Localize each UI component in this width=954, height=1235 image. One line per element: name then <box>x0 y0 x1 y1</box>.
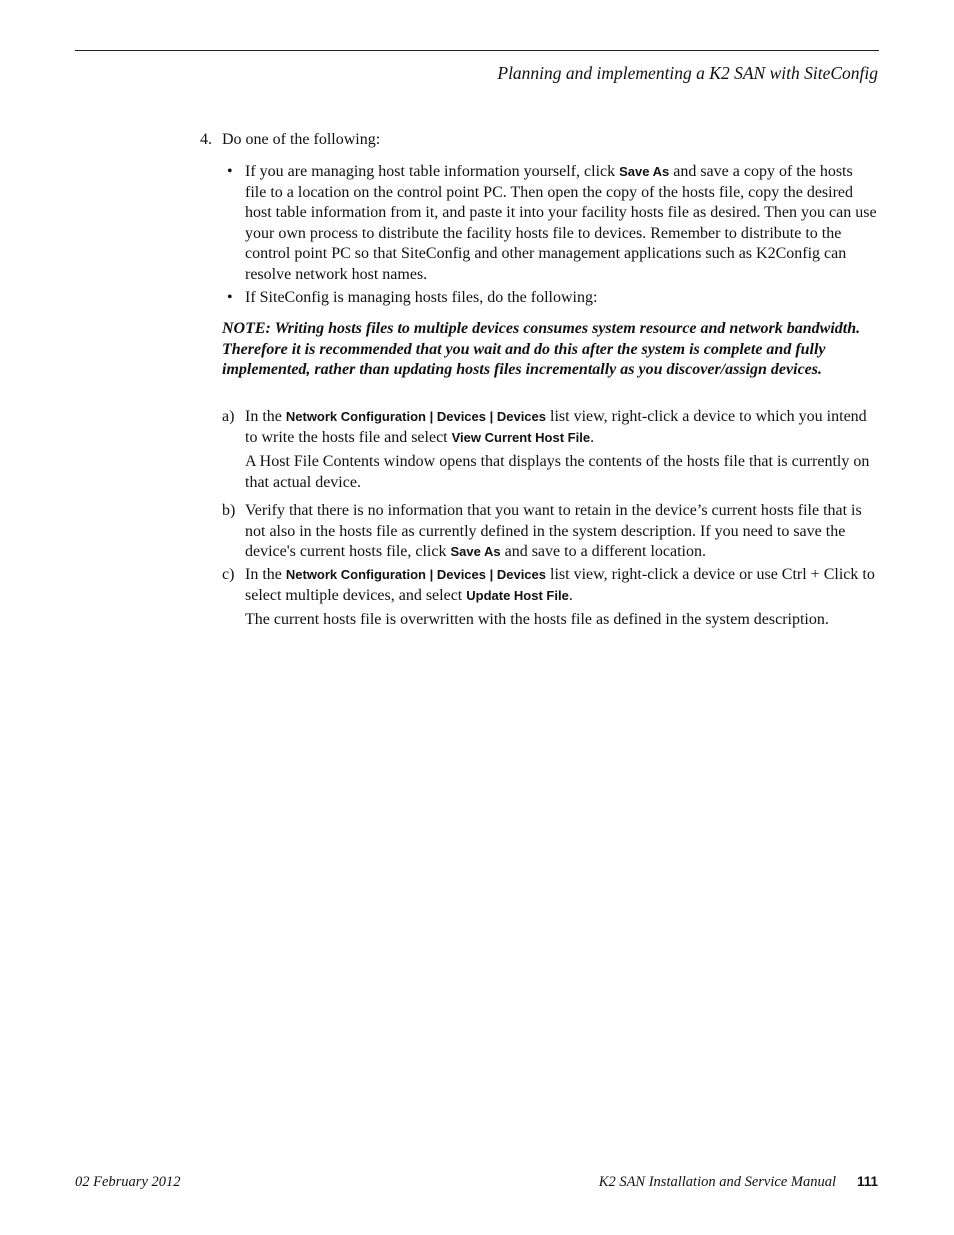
step-4-number: 4. <box>200 131 212 148</box>
step-a-result: A Host File Contents window opens that displays the contents of the hosts file that is currently on that actual device. <box>245 453 870 491</box>
step-c-marker: c) <box>222 566 235 583</box>
footer-date: 02 February 2012 <box>75 1174 181 1190</box>
save-as-label: Save As <box>619 164 670 179</box>
running-header: Planning and implementing a K2 SAN with SiteConfig <box>497 63 878 83</box>
step-b-text: Verify that there is no information that you want to retain in the device’s current hosts file that is not also in the hosts file as currently defined in the system description. If you need to save the device's current hosts file, click Save As and save to a different location. <box>245 502 862 561</box>
note-paragraph: NOTE: Writing hosts files to multiple devices consumes system resource and network bandwidth. Therefore it is recommended that you wait and do this after the system is complete and fully implemented, rather than updating hosts files incrementally as you discover/assign devices. <box>222 320 861 379</box>
save-as-label: Save As <box>450 544 501 560</box>
update-host-file-label: Update Host File <box>466 587 569 603</box>
step-c-result: The current hosts file is overwritten with the hosts file as defined in the system description. <box>245 611 829 628</box>
step-c-text: In the Network Configuration | Devices | Devices list view, right-click a device or use Ctrl + Click to select multiple devices, and select Update Host File. <box>245 566 875 604</box>
bullet-siteconfig-managing: If SiteConfig is managing hosts files, do the following: <box>245 289 598 306</box>
bullet-marker: • <box>227 163 233 180</box>
step-a-marker: a) <box>222 408 235 425</box>
page-number: 111 <box>856 1174 878 1189</box>
view-current-host-file-label: View Current Host File <box>451 429 591 445</box>
header-rule <box>75 50 879 51</box>
bullet-manage-yourself: If you are managing host table information yourself, click Save As and save a copy of the hosts file to a location on the control point PC. Then open the copy of the hosts file, copy the desired host table information from it, and paste it into your facility hosts file as desired. Then you can use your own process to distribute the facility hosts file to devices. Remember to distribute to the control point PC so that SiteConfig and other management applications such as K2Config can resolve network host names. <box>245 163 877 283</box>
step-a-text: In the Network Configuration | Devices | Devices list view, right-click a device to which you intend to write the hosts file and select View Current Host File. <box>245 408 867 446</box>
devices-path-label: Network Configuration | Devices | Devices <box>285 409 547 424</box>
bullet-marker: • <box>227 289 233 306</box>
step-4-text: Do one of the following: <box>222 131 381 148</box>
step-b-marker: b) <box>222 502 236 519</box>
footer-manual-title: K2 SAN Installation and Service Manual <box>598 1174 836 1190</box>
devices-path-label: Network Configuration | Devices | Devices <box>285 567 547 582</box>
